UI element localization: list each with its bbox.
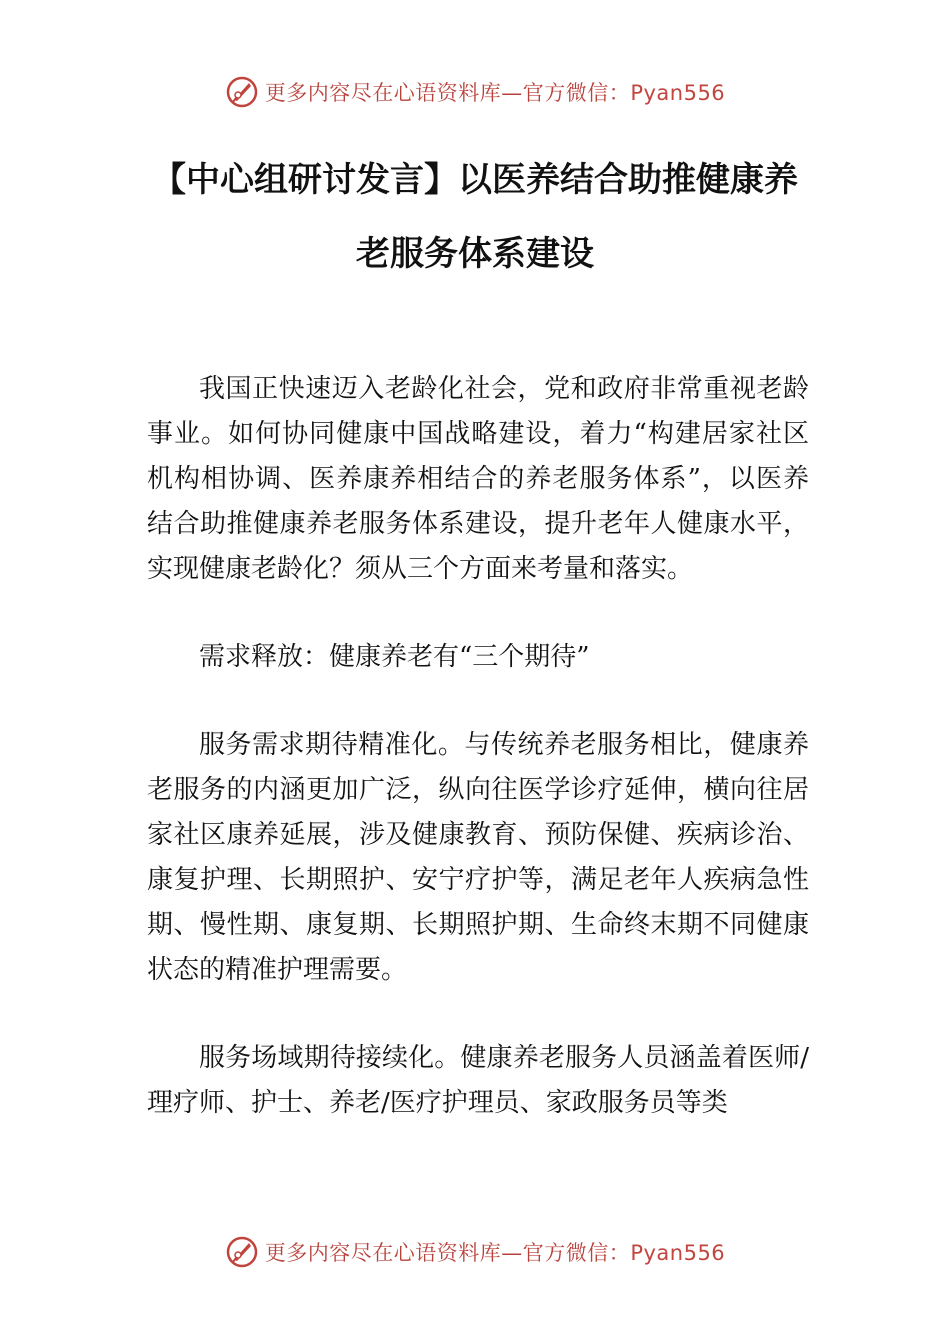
paragraph-intro: 我国正快速迈入老龄化社会，党和政府非常重视老龄事业。如何协同健康中国战略建设，着力“构建居家社区机构相协调、医养康养相结合的养老服务体系”，以医养结合助推健康养老服务体系建设，提升老年人健康水平，实现健康老龄化？须从三个方面来考量和落实。: [147, 374, 809, 584]
paragraph-service-scope: 服务场域期待接续化。健康养老服务人员涵盖着医师/理疗师、护士、养老/医疗护理员、家政服务员等类: [147, 1043, 809, 1118]
watermark-label: 更多内容尽在心语资料库—官方微信：: [264, 1241, 631, 1265]
quill-pen-logo-icon: [225, 1235, 259, 1269]
watermark-text: [265, 1237, 725, 1267]
section-heading: 需求释放：健康养老有“三个期待”: [199, 642, 590, 672]
header-watermark: [0, 72, 950, 112]
watermark-label: 更多内容尽在心语资料库—官方微信：: [264, 81, 631, 105]
document-title-line-1: 【中心组研讨发言】以医养结合助推健康养: [152, 160, 798, 200]
document-body: [147, 367, 809, 1126]
watermark-handle: Pyan556: [630, 81, 726, 105]
paragraph-service-demand: 服务需求期待精准化。与传统养老服务相比，健康养老服务的内涵更加广泛，纵向往医学诊疗延伸，横向往居家社区康养延展，涉及健康教育、预防保健、疾病诊治、康复护理、长期照护、安宁疗护等，满足老年人疾病急性期、慢性期、康复期、长期照护期、生命终末期不同健康状态的精准护理需要。: [147, 730, 809, 985]
watermark-text: [265, 77, 725, 107]
footer-watermark: [0, 1232, 950, 1272]
document-title-line-2: 老服务体系建设: [356, 234, 594, 274]
quill-pen-logo-icon: [225, 75, 259, 109]
watermark-handle: Pyan556: [630, 1241, 726, 1265]
